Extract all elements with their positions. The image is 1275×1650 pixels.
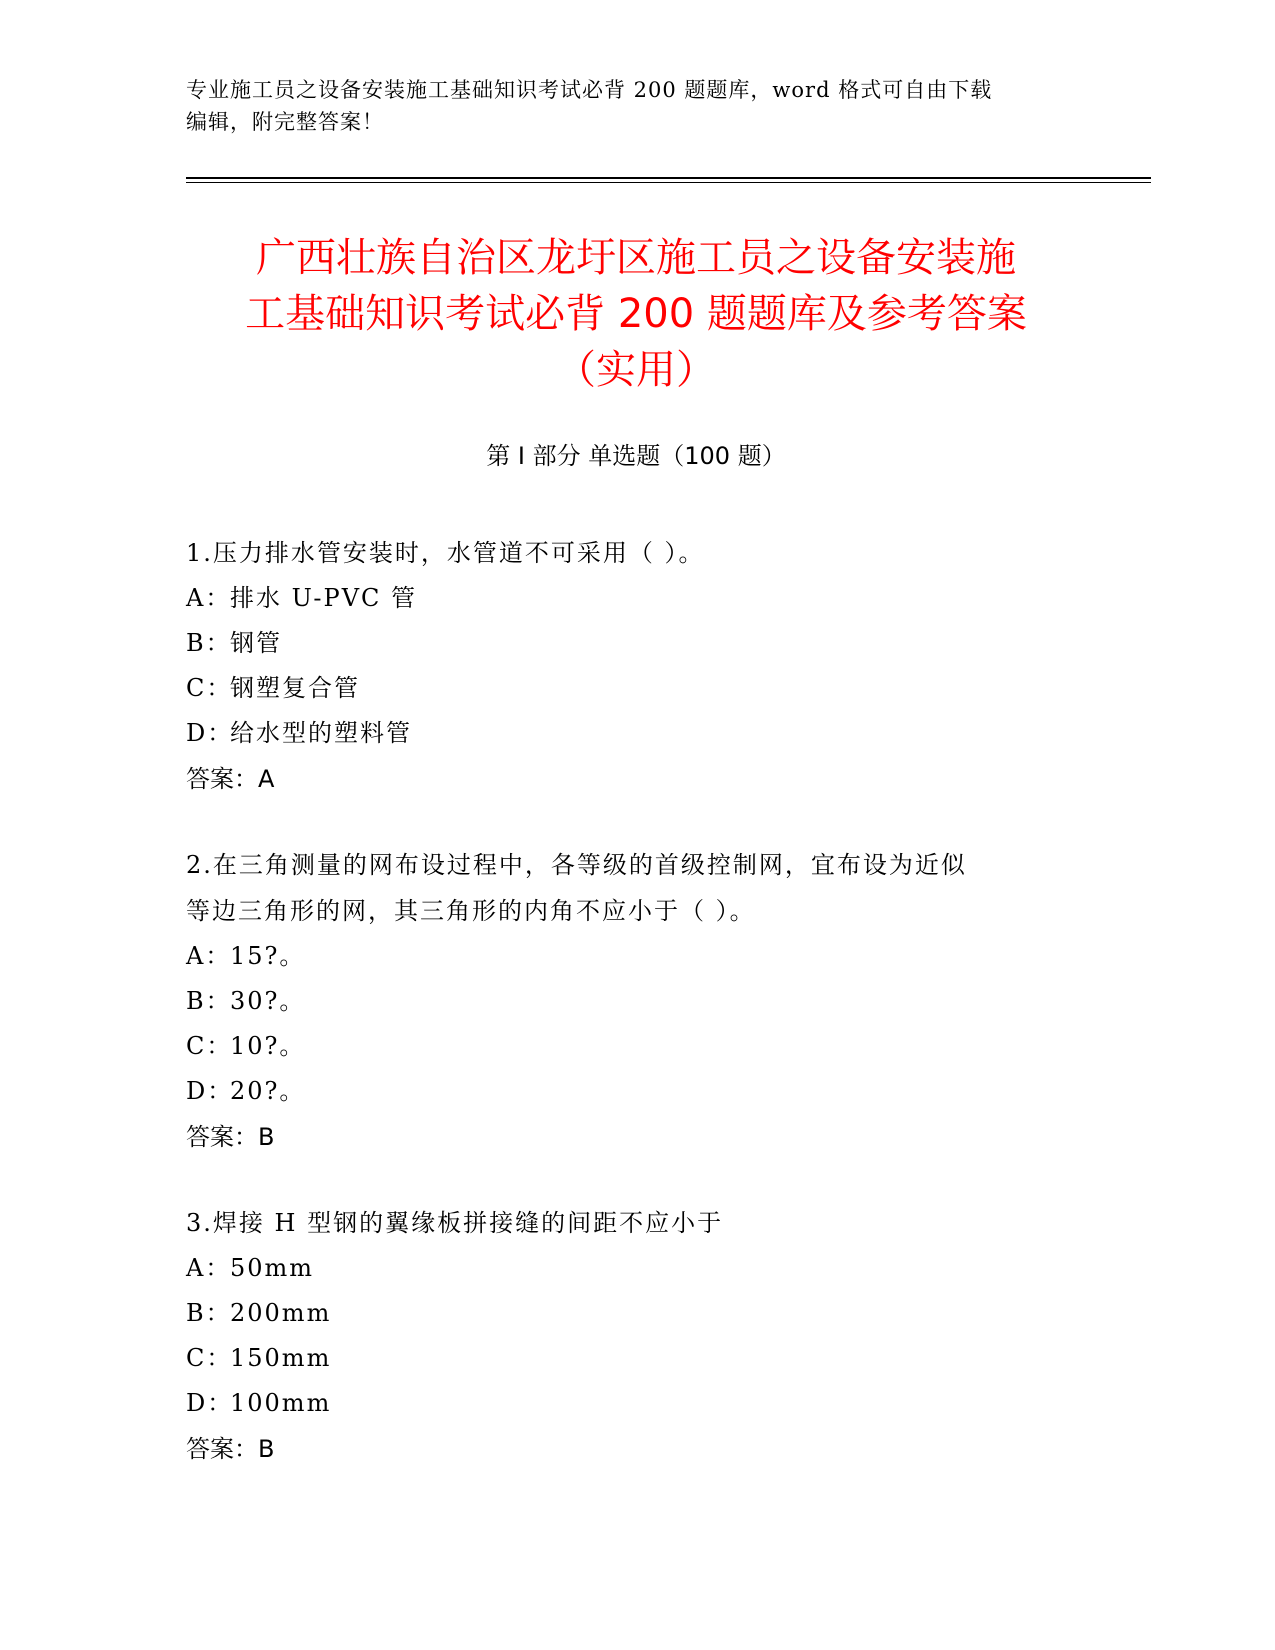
question-stem-line-1: 2.在三角测量的网布设过程中，各等级的首级控制网，宜布设为近似 <box>186 851 967 879</box>
option-text: 给水型的塑料管 <box>230 719 412 747</box>
option-letter: A： <box>186 942 232 970</box>
option-letter: A： <box>186 584 232 612</box>
option-text: 50mm <box>230 1254 315 1282</box>
option-letter: D： <box>186 719 234 747</box>
question-list <box>186 530 1086 1512</box>
option-letter: D： <box>186 1389 234 1417</box>
question-3 <box>186 1200 1086 1472</box>
option-b <box>186 1291 1086 1336</box>
question-stem: 3.焊接 H 型钢的翼缘板拼接缝的间距不应小于 <box>186 1209 724 1237</box>
header-divider-thick <box>186 177 1151 179</box>
option-d <box>186 1381 1086 1426</box>
question-stem: 1.压力排水管安装时，水管道不可采用（ ）。 <box>186 539 705 567</box>
option-letter: C： <box>186 674 233 702</box>
option-letter: C： <box>186 1032 233 1060</box>
option-text: 钢塑复合管 <box>230 674 360 702</box>
option-text: 200mm <box>230 1299 332 1327</box>
option-text: 20?。 <box>230 1077 306 1105</box>
question-2 <box>186 842 1086 1160</box>
answer: 答案：B <box>186 1123 275 1151</box>
option-c <box>186 666 1086 711</box>
question-stem-line-2: 等边三角形的网，其三角形的内角不应小于（ ）。 <box>186 897 756 925</box>
option-d <box>186 711 1086 756</box>
title-line-2: 工基础知识考试必背 200 题题库及参考答案 <box>245 291 1027 337</box>
answer: 答案：A <box>186 765 275 793</box>
option-a <box>186 934 1086 979</box>
option-b <box>186 621 1086 666</box>
option-text: 30?。 <box>230 987 306 1015</box>
answer: 答案：B <box>186 1435 275 1463</box>
option-c <box>186 1336 1086 1381</box>
option-letter: B： <box>186 629 232 657</box>
section-heading: 第 I 部分 单选题（100 题） <box>486 442 786 470</box>
document-title <box>186 230 1086 398</box>
question-1 <box>186 530 1086 802</box>
header-note <box>186 74 1086 138</box>
header-note-line-2: 编辑，附完整答案！ <box>186 110 384 134</box>
title-line-1: 广西壮族自治区龙圩区施工员之设备安装施 <box>256 235 1016 281</box>
option-letter: B： <box>186 987 232 1015</box>
option-letter: C： <box>186 1344 233 1372</box>
option-text: 10?。 <box>230 1032 306 1060</box>
option-letter: B： <box>186 1299 232 1327</box>
title-line-3: （实用） <box>556 347 716 393</box>
option-text: 150mm <box>230 1344 332 1372</box>
option-text: 100mm <box>230 1389 332 1417</box>
option-letter: A： <box>186 1254 232 1282</box>
header-note-line-1: 专业施工员之设备安装施工基础知识考试必背 200 题题库，word 格式可自由下载 <box>186 78 993 102</box>
header-divider-thin <box>186 182 1151 183</box>
option-letter: D： <box>186 1077 234 1105</box>
option-c <box>186 1024 1086 1069</box>
option-a <box>186 1246 1086 1291</box>
option-text: 15?。 <box>230 942 306 970</box>
option-a <box>186 576 1086 621</box>
option-text: 排水 U-PVC 管 <box>230 584 418 612</box>
option-b <box>186 979 1086 1024</box>
option-text: 钢管 <box>230 629 282 657</box>
option-d <box>186 1069 1086 1114</box>
